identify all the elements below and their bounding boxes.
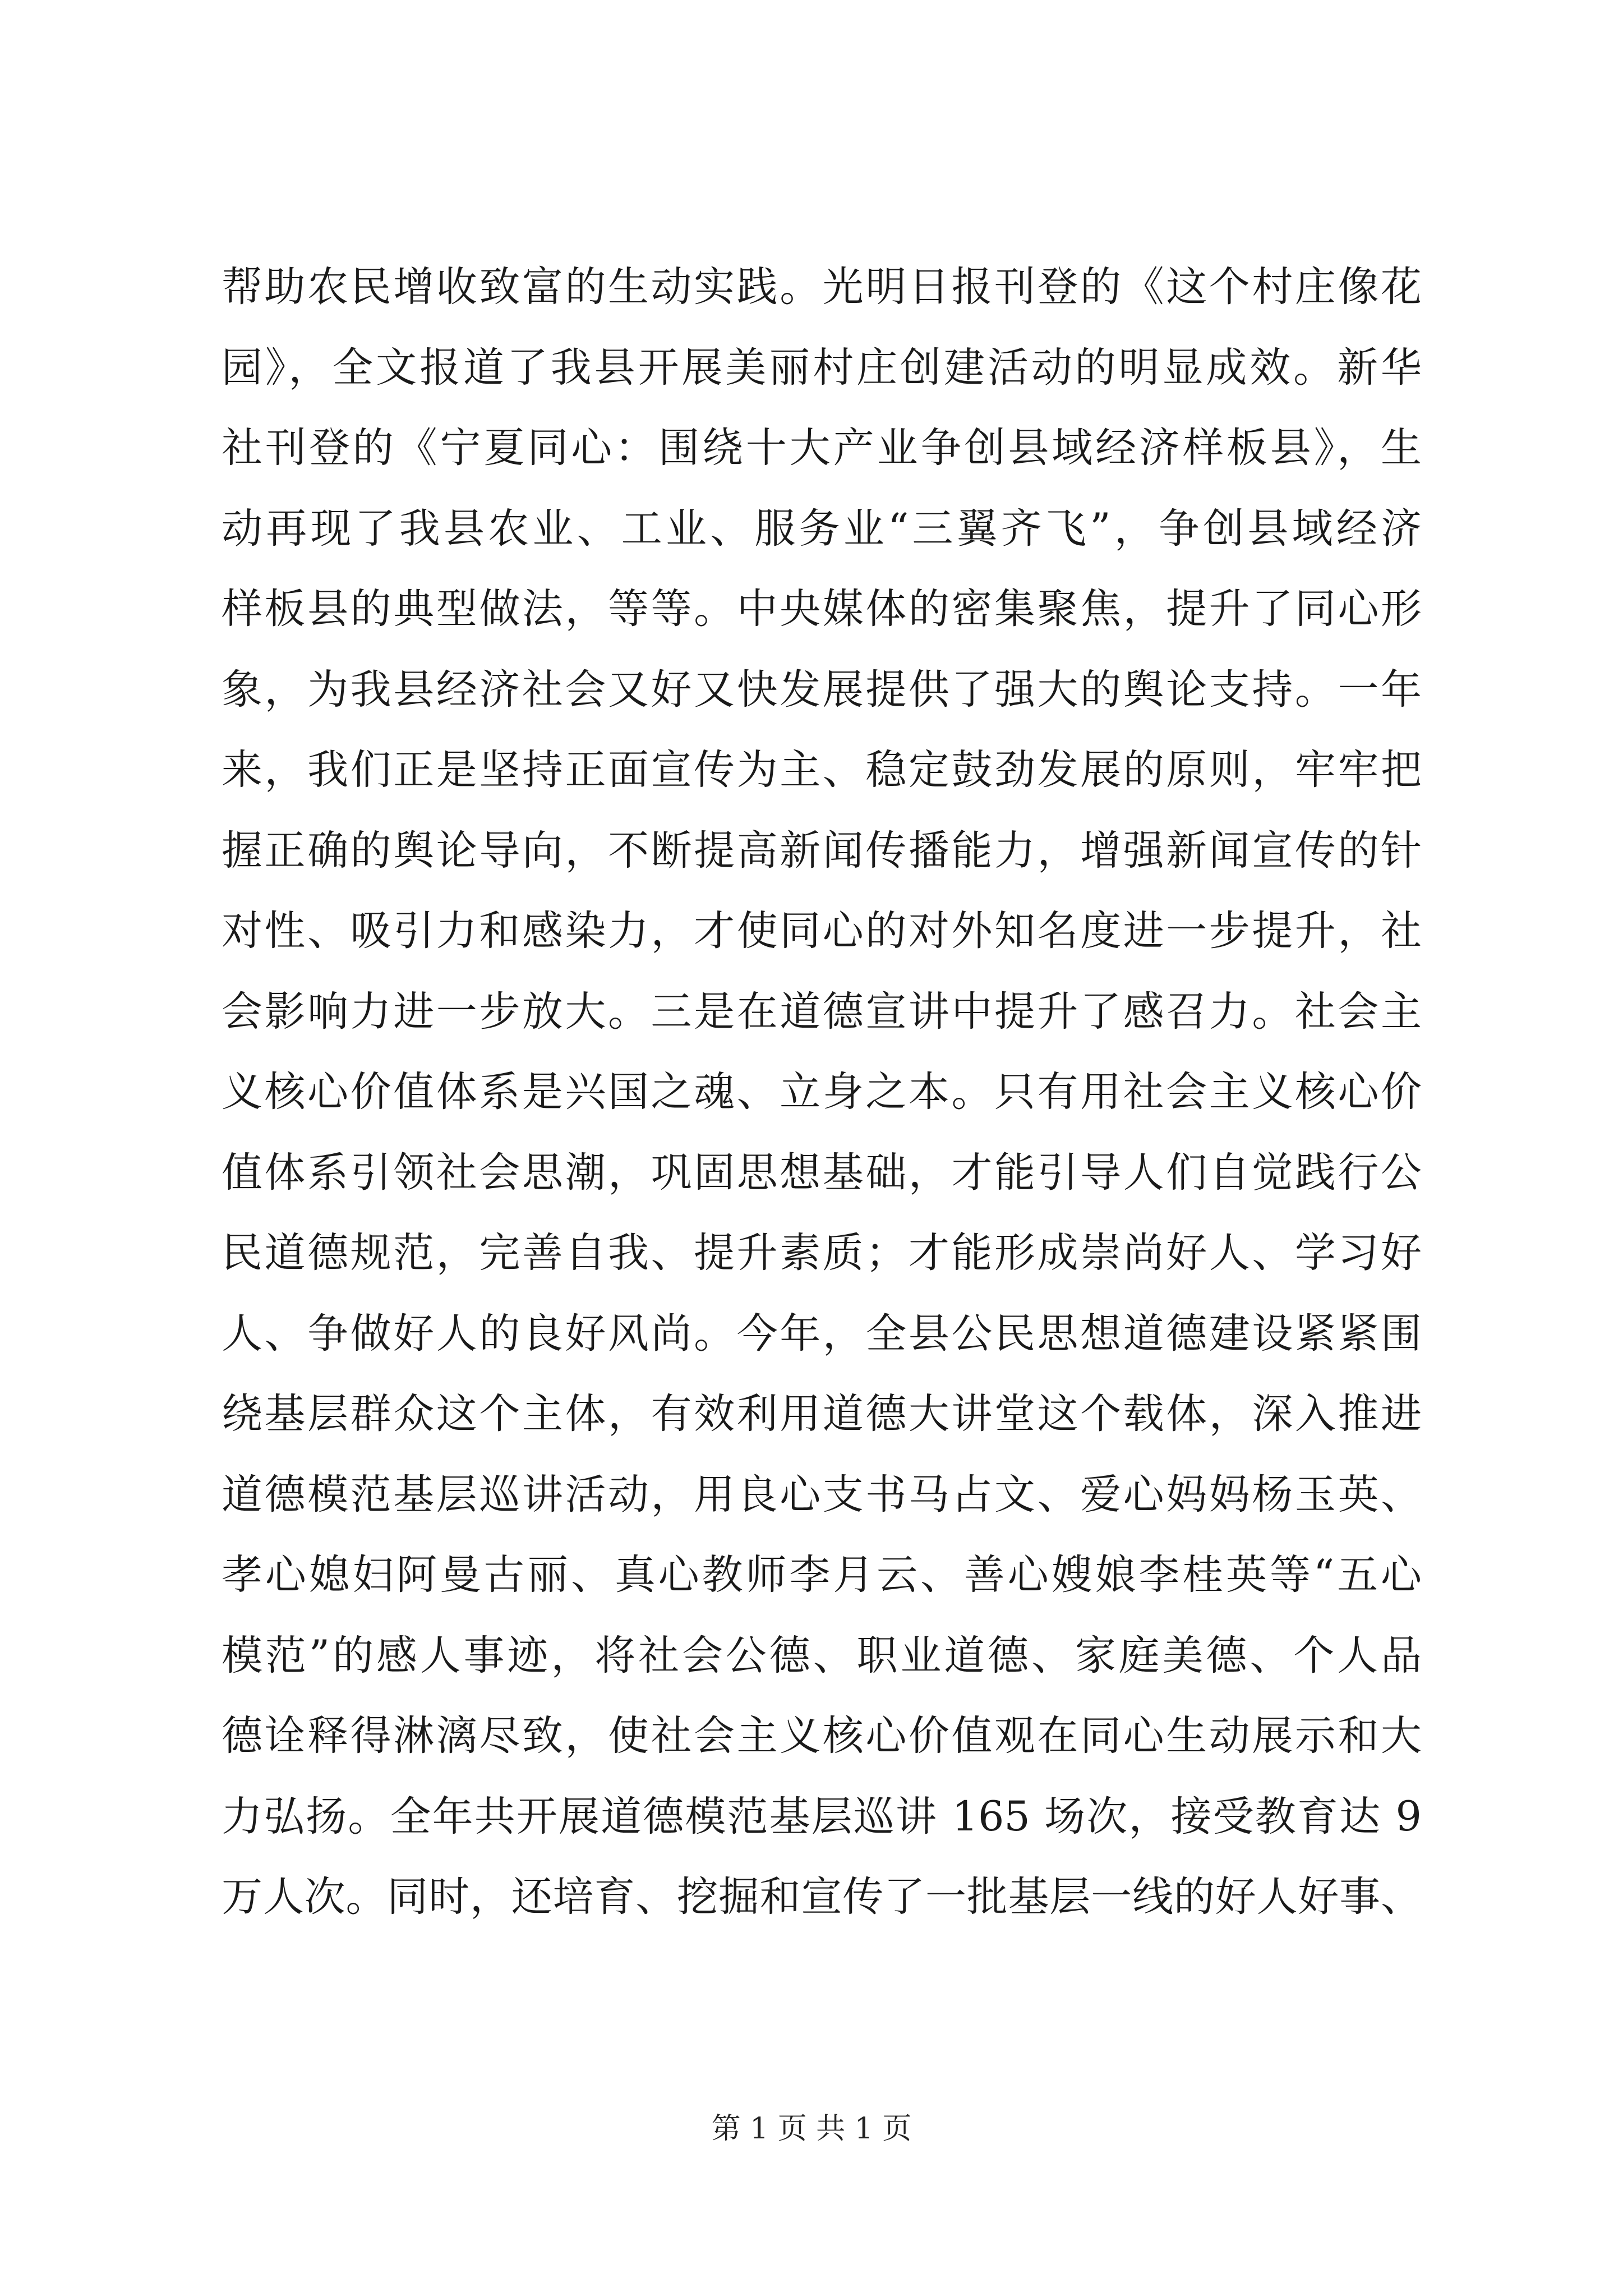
text-line: 对性、吸引力和感染力，才使同心的对外知名度进一步提升，社 [222, 907, 1422, 955]
text-line: 道德模范基层巡讲活动，用良心支书马占文、爱心妈妈杨玉英、 [222, 1470, 1422, 1519]
text-line: 园》，全文报道了我县开展美丽村庄创建活动的明显成效。新华 [222, 343, 1422, 392]
text-line: 力弘扬。全年共开展道德模范基层巡讲 165 场次，接受教育达 9 [222, 1792, 1422, 1841]
text-line: 会影响力进一步放大。三是在道德宣讲中提升了感召力。社会主 [222, 987, 1422, 1036]
text-line: 握正确的舆论导向，不断提高新闻传播能力，增强新闻宣传的针 [222, 826, 1422, 875]
text-line: 社刊登的《宁夏同心：围绕十大产业争创县域经济样板县》，生 [222, 424, 1422, 472]
text-line: 样板县的典型做法，等等。中央媒体的密集聚焦，提升了同心形 [222, 585, 1422, 633]
text-line: 德诠释得淋漓尽致，使社会主义核心价值观在同心生动展示和大 [222, 1712, 1422, 1760]
document-body [222, 247, 1422, 1938]
text-line: 孝心媳妇阿曼古丽、真心教师李月云、善心嫂娘李桂英等“五心 [222, 1551, 1422, 1599]
text-line: 帮助农民增收致富的生动实践。光明日报刊登的《这个村庄像花 [222, 263, 1422, 311]
text-line: 人、争做好人的良好风尚。今年，全县公民思想道德建设紧紧围 [222, 1309, 1422, 1358]
text-line: 值体系引领社会思潮，巩固思想基础，才能引导人们自觉践行公 [222, 1148, 1422, 1197]
text-line: 模范”的感人事迹，将社会公德、职业道德、家庭美德、个人品 [222, 1631, 1422, 1680]
text-line: 义核心价值体系是兴国之魂、立身之本。只有用社会主义核心价 [222, 1068, 1422, 1116]
page-number: 第 1 页 共 1 页 [711, 2112, 912, 2146]
text-line: 动再现了我县农业、工业、服务业“三翼齐飞”，争创县域经济 [222, 504, 1422, 553]
text-line: 象，为我县经济社会又好又快发展提供了强大的舆论支持。一年 [222, 665, 1422, 714]
text-line: 万人次。同时，还培育、挖掘和宣传了一批基层一线的好人好事、 [222, 1873, 1422, 1921]
text-line: 绕基层群众这个主体，有效利用道德大讲堂这个载体，深入推进 [222, 1390, 1422, 1438]
text-line: 来，我们正是坚持正面宣传为主、稳定鼓劲发展的原则，牢牢把 [222, 746, 1422, 794]
page-footer [0, 2109, 1623, 2148]
text-line: 民道德规范，完善自我、提升素质；才能形成崇尚好人、学习好 [222, 1229, 1422, 1277]
